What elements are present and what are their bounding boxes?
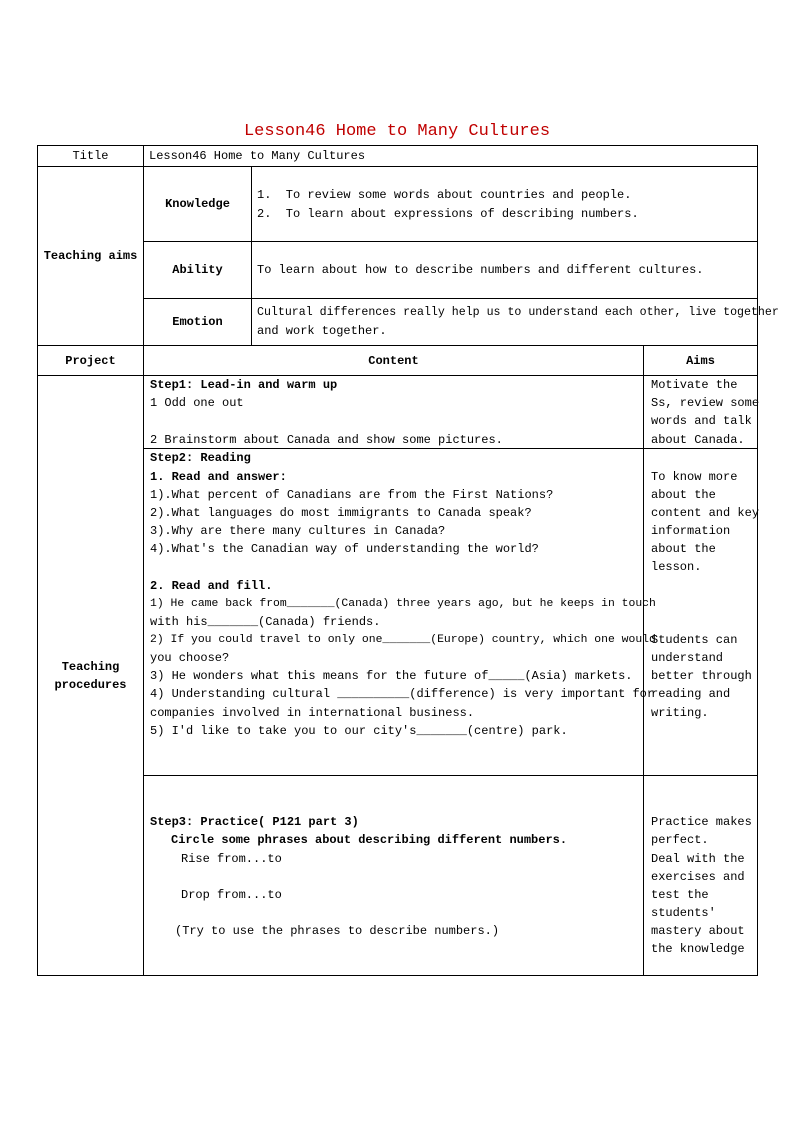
- procedures-label: Teaching: [61, 659, 120, 674]
- fill-line: with his_______(Canada) friends.: [150, 615, 381, 629]
- emotion-text: Cultural differences really help us to understand each other, live together: [257, 306, 779, 319]
- fill-line: 3) He wonders what this means for the future of_____(Asia) markets.: [150, 669, 633, 683]
- aims-line: mastery about: [651, 924, 745, 938]
- aims-line: understand: [651, 651, 724, 665]
- aims-line: better through: [651, 669, 752, 683]
- aims-header: [643, 345, 758, 376]
- knowledge-cell: [251, 166, 758, 242]
- step3-title: Step3: Practice( P121 part 3): [150, 815, 359, 829]
- step2-title: Step2: Reading: [150, 451, 251, 465]
- step3-instruction: Circle some phrases about describing different numbers.: [171, 833, 568, 847]
- step1-cell: [143, 375, 644, 449]
- project-header-text: Project: [65, 353, 116, 368]
- ability-label: Ability: [172, 263, 223, 277]
- knowledge-label-cell: [143, 166, 252, 242]
- title-label: Title: [72, 149, 109, 163]
- knowledge-item: 1. To review some words about countries and people.: [257, 188, 632, 202]
- emotion-cell: [251, 298, 779, 346]
- knowledge-item: 2. To learn about expressions of describing numbers.: [257, 207, 639, 221]
- teaching-aims-label: Teaching aims: [43, 249, 138, 263]
- knowledge-label: Knowledge: [165, 197, 230, 211]
- title-value-cell: [143, 145, 758, 167]
- step1-title: Step1: Lead-in and warm up: [150, 378, 338, 392]
- teaching-aims-label-cell: [37, 166, 144, 346]
- step2-subheading: 1. Read and answer:: [150, 470, 287, 484]
- aims-line: Students can: [651, 633, 738, 647]
- phrase: Drop from...to: [181, 888, 282, 902]
- ability-text: To learn about how to describe numbers and different cultures.: [257, 263, 704, 277]
- aims-line: lesson.: [651, 560, 702, 574]
- aims-line: information: [651, 524, 731, 538]
- step1-line: 2 Brainstorm about Canada and show some pictures.: [150, 433, 503, 447]
- aims-line: perfect.: [651, 833, 709, 847]
- content-header-text: Content: [368, 353, 419, 368]
- emotion-label-cell: [143, 298, 252, 346]
- aims-line: about Canada.: [651, 433, 745, 447]
- ability-label-cell: [143, 241, 252, 299]
- title-value: Lesson46 Home to Many Cultures: [149, 149, 366, 163]
- document-title: Lesson46 Home to Many Cultures: [243, 122, 551, 141]
- aims-line: Practice makes: [651, 815, 752, 829]
- ability-cell: [251, 241, 758, 299]
- fill-line: 5) I'd like to take you to our city's_______(centre) park.: [150, 724, 568, 738]
- question: 4).What's the Canadian way of understanding the world?: [150, 542, 539, 556]
- aims-line: the knowledge: [651, 942, 745, 956]
- aims-line: writing.: [651, 706, 709, 720]
- project-header: [37, 345, 144, 376]
- aims-line: about the: [651, 488, 716, 502]
- aims-line: To know more: [651, 470, 738, 484]
- aims-line: Motivate the: [651, 378, 738, 392]
- procedures-label: procedures: [54, 677, 127, 692]
- emotion-label: Emotion: [172, 315, 223, 329]
- step2-cell: [143, 448, 656, 776]
- fill-line: 4) Understanding cultural __________(difference) is very important for: [150, 687, 655, 701]
- aims-line: exercises and: [651, 870, 745, 884]
- aims-header-text: Aims: [686, 353, 715, 368]
- teaching-procedures-label-cell: [37, 375, 144, 976]
- aims-line: about the: [651, 542, 716, 556]
- phrase: Rise from...to: [181, 852, 282, 866]
- step1-aims-cell: [643, 375, 758, 449]
- aims-line: reading and: [651, 687, 731, 701]
- step1-line: 1 Odd one out: [150, 396, 244, 410]
- step3-aims-cell: [643, 775, 758, 976]
- aims-line: Deal with the: [651, 852, 745, 866]
- fill-line: you choose?: [150, 651, 230, 665]
- emotion-text: and work together.: [257, 324, 387, 338]
- step2-aims-cell: [643, 448, 758, 776]
- aims-line: students': [651, 906, 716, 920]
- step2-subheading: 2. Read and fill.: [150, 579, 273, 593]
- question: 2).What languages do most immigrants to Canada speak?: [150, 506, 532, 520]
- fill-line: 2) If you could travel to only one_______(Europe) country, which one would: [150, 634, 656, 646]
- question: 1).What percent of Canadians are from the First Nations?: [150, 488, 554, 502]
- fill-line: companies involved in international business.: [150, 706, 475, 720]
- aims-line: test the: [651, 888, 709, 902]
- title-label-cell: [37, 145, 144, 167]
- question: 3).Why are there many cultures in Canada?: [150, 524, 446, 538]
- aims-line: content and key: [651, 506, 760, 520]
- step3-cell: [143, 775, 644, 976]
- content-header: [143, 345, 644, 376]
- step3-note: (Try to use the phrases to describe numbers.): [175, 924, 500, 938]
- fill-line: 1) He came back from_______(Canada) three years ago, but he keeps in touch: [150, 598, 656, 610]
- aims-line: words and talk: [651, 414, 752, 428]
- aims-line: Ss, review some: [651, 396, 760, 410]
